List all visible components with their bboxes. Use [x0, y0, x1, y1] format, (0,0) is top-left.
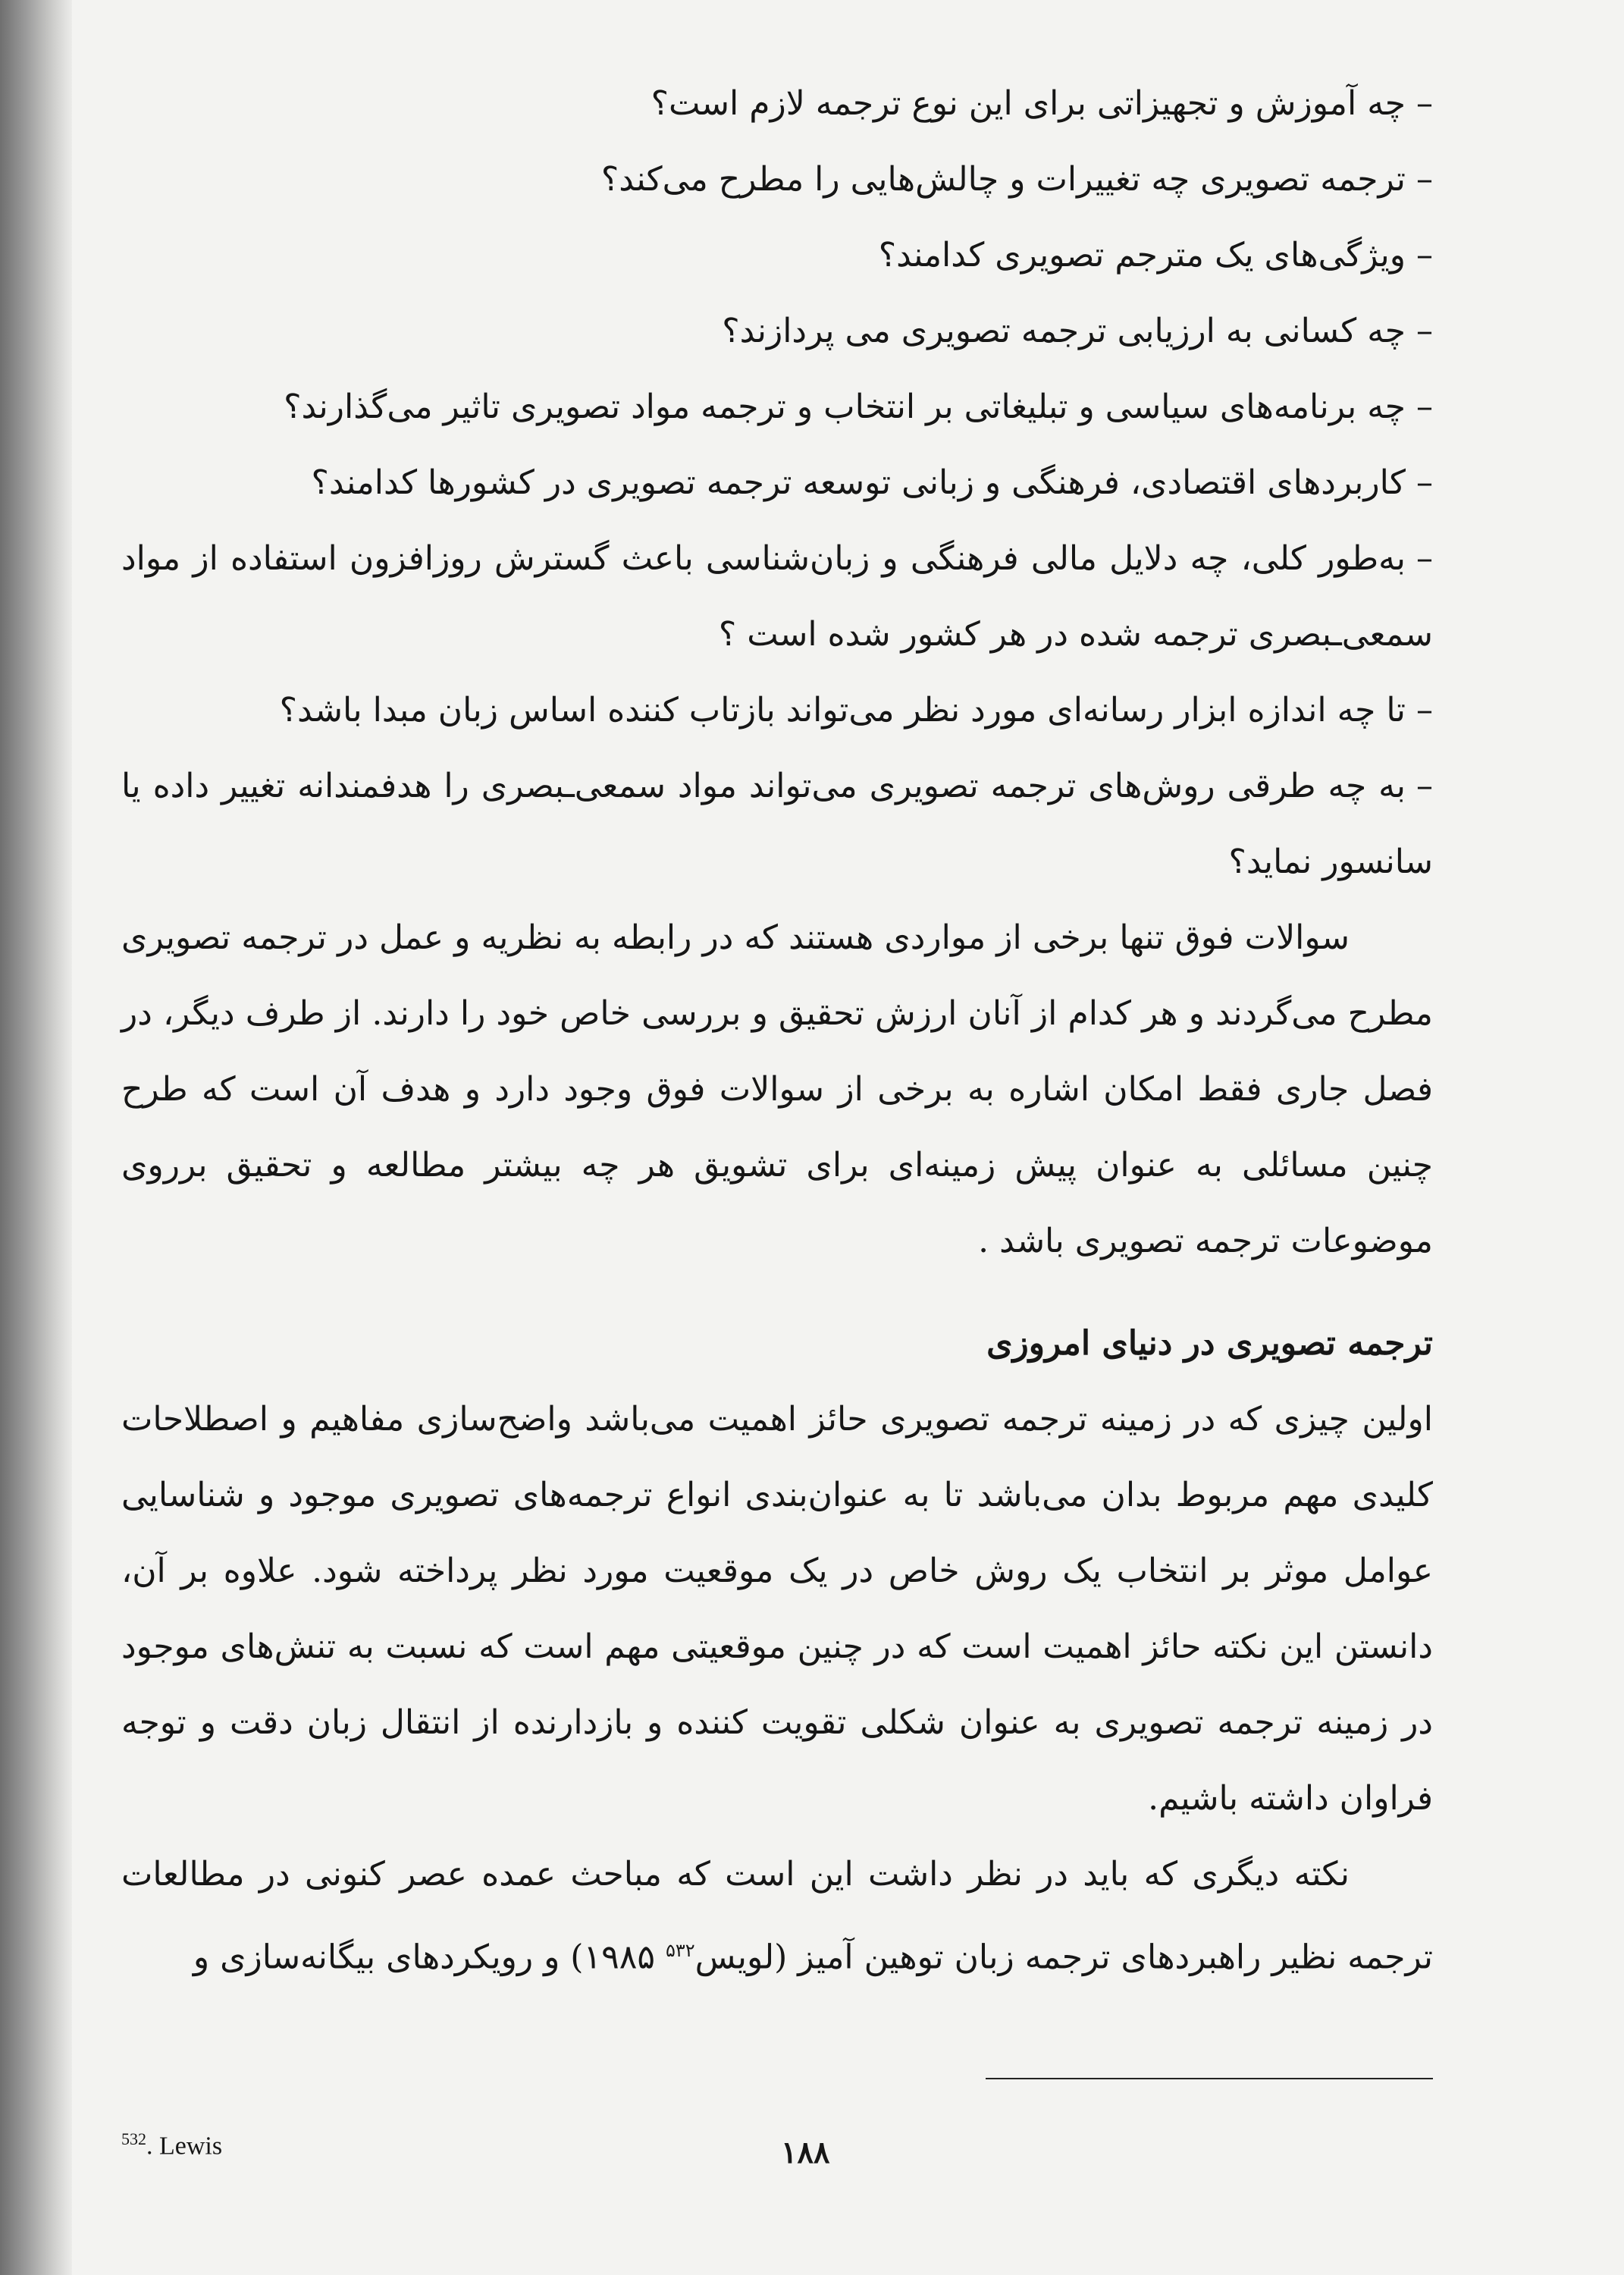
section-heading: ترجمه تصویری در دنیای امروزی [986, 1324, 1433, 1363]
footnote-number: 532 [121, 2129, 146, 2148]
question-item: –چه برنامه‌های سیاسی و تبلیغاتی بر انتخاب و ترجمه مواد تصویری تاثیر می‌گذارند؟ [284, 388, 1433, 426]
question-item: –به‌طور کلی، چه دلایل مالی فرهنگی و زبان‌شناسی باعث گسترش روزافزون استفاده از مواد سمعی‌ـبصری ترجمه شده در هر کشور شده است ؟ [121, 539, 1433, 654]
body-paragraph-2: نکته دیگری که باید در نظر داشت این است که مباحث عمده عصر کنونی در مطالعات ترجمه نظیر راهبردهای ترجمه زبان توهین آمیز (لویس$^{۵۳۲}$ ۱۹۸۵) و رویکردهای بیگانه‌سازی و [121, 1855, 1433, 1977]
question-item: –چه کسانی به ارزیابی ترجمه تصویری می پردازند؟ [722, 312, 1433, 350]
section-body [121, 1382, 1433, 1996]
question-item: –ترجمه تصویری چه تغییرات و چالش‌هایی را مطرح می‌کند؟ [600, 160, 1433, 199]
question-item: –به چه طرقی روش‌های ترجمه تصویری می‌تواند مواد سمعی‌ـبصری را هدفمندانه تغییر داده یا سانسور نماید؟ [121, 767, 1433, 881]
question-item: –تا چه اندازه ابزار رسانه‌ای مورد نظر می‌تواند بازتاب کننده اساس زبان مبدا باشد؟ [279, 691, 1433, 730]
question-item: –ویژگی‌های یک مترجم تصویری کدامند؟ [878, 236, 1433, 275]
binding-shadow [0, 0, 72, 2275]
footnote [121, 2129, 222, 2160]
summary-paragraph: سوالات فوق تنها برخی از مواردی هستند که در رابطه به نظریه و عمل در ترجمه تصویری مطرح می‌گردند و هر کدام از آنان ارزش تحقیق و بررسی خاص خود را دارند. از طرف دیگر، در فصل جاری فقط امکان اشاره به برخی از سوالات فوق وجود دارد و هدف آن است که طرح چنین مسائلی به عنوان پیش زمینه‌ای برای تشویق هر چه بیشتر مطالعه و تحقیق برروی موضوعات ترجمه تصویری باشد . [121, 918, 1433, 1260]
question-item: –چه آموزش و تجهیزاتی برای این نوع ترجمه لازم است؟ [651, 84, 1433, 123]
footnote-text: . Lewis [146, 2132, 223, 2160]
question-item: –کاربردهای اقتصادی، فرهنگی و زبانی توسعه ترجمه تصویری در کشورها کدامند؟ [311, 463, 1433, 502]
footnote-divider [986, 2078, 1433, 2079]
page-number: ۱۸۸ [781, 2135, 830, 2170]
body-paragraph-1: اولین چیزی که در زمینه ترجمه تصویری حائز اهمیت می‌باشد واضح‌سازی مفاهیم و اصطلاحات کلیدی مهم مربوط بدان می‌باشد تا به عنوان‌بندی انواع ترجمه‌های تصویری موجود و شناسایی عوامل موثر بر انتخاب یک روش خاص در یک موقعیت مورد نظر پرداخته شود. علاوه بر آن، دانستن این نکته حائز اهمیت است که در چنین موقعیتی مهم است که نسبت به تنش‌های موجود در زمینه ترجمه تصویری به عنوان شکلی تقویت کننده و بازدارنده از انتقال زبان دقت و توجه فراوان داشته باشیم. [121, 1400, 1433, 1818]
footnote-reference: ۵۳۲ [666, 1940, 695, 1961]
question-list [121, 66, 1433, 1279]
